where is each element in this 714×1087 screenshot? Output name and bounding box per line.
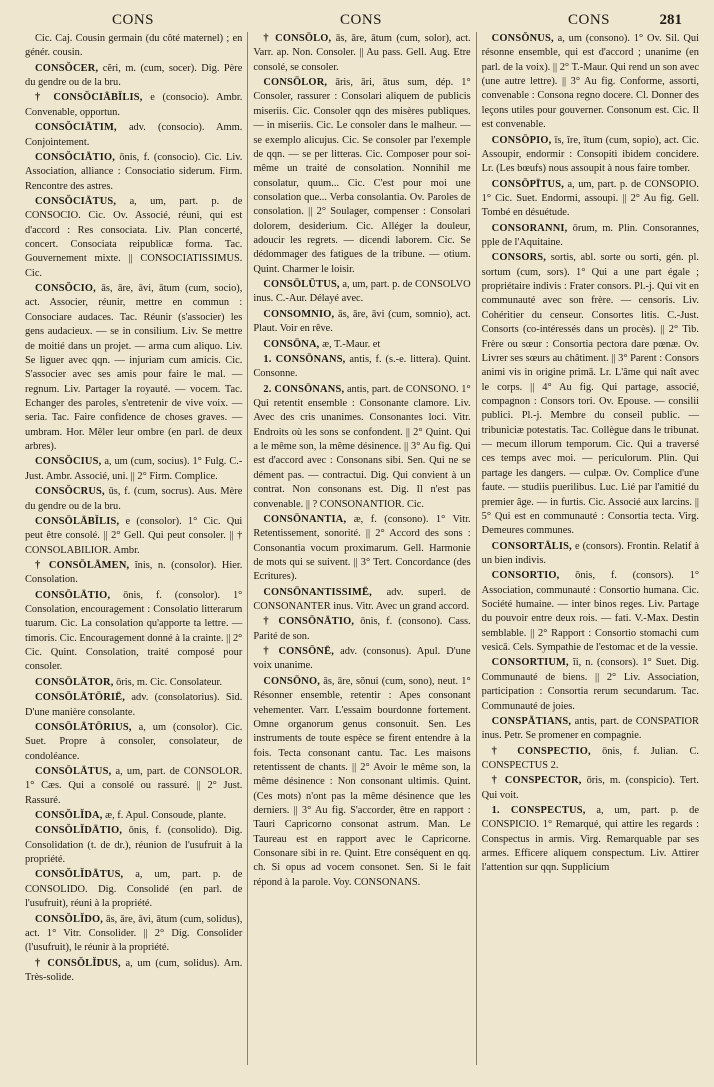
entry-definition: ūs, f. (cum, socrus). Aus. Mère du gendre ou de la bru.	[25, 486, 243, 512]
entry-headword: † CONSŎCIĀBĬLIS,	[35, 92, 143, 104]
dictionary-entry	[25, 485, 242, 514]
dictionary-entry	[482, 715, 699, 744]
entry-headword: CONSŌLĀTOR,	[35, 676, 114, 688]
dictionary-entry	[25, 589, 242, 675]
entry-headword: † CONSPECTOR,	[491, 775, 582, 787]
dictionary-entry	[25, 765, 242, 808]
dictionary-entry	[482, 774, 699, 803]
dictionary-entry	[25, 868, 242, 911]
dictionary-entry	[25, 62, 242, 91]
entry-headword: CONSŌLŪTUS,	[263, 279, 340, 291]
entry-headword: CONSŎCIĀTUS,	[35, 195, 117, 207]
entry-definition: ōris, m. (conspicio). Tert. Qui voit.	[481, 775, 699, 801]
dictionary-entry	[482, 656, 699, 713]
entry-definition: a, um (cum, solidus). Arn. Très-solide.	[25, 957, 243, 983]
dictionary-entry	[25, 721, 242, 764]
dictionary-entry	[482, 251, 699, 538]
header-left-guideword: CONS	[112, 12, 155, 28]
entry-definition: cĕri, m. (cum, socer). Dig. Père du gendre ou de la bru.	[25, 62, 243, 89]
entry-definition: a, um (cum, socius). 1° Fulg. C.-Just. Ambr. Associé, uni. || 2° Firm. Complice.	[25, 456, 243, 482]
dictionary-entry	[25, 32, 242, 61]
dictionary-entry	[482, 745, 699, 774]
entry-definition: a, um, part. p. de CONSOCIO. Cic. Ov. Associé, réuni, qui est d'accord : Res consociata. Liv. Plan concerté, concert. Consociata reipublicæ forma. Tac. Gouvernement mixte. || CONSOCIATISSIMUS. Cic.	[25, 195, 243, 279]
dictionary-entry	[25, 559, 242, 588]
dictionary-entry	[253, 338, 470, 352]
entry-definition: e (consors). Frontin. Relatif à un bien indivis.	[481, 540, 699, 566]
entry-headword: CONSORS,	[491, 252, 547, 264]
dictionary-entry	[25, 691, 242, 720]
column-right	[476, 32, 704, 1065]
dictionary-entry	[482, 32, 699, 133]
dictionary-entry	[25, 121, 242, 150]
dictionary-entry	[25, 282, 242, 454]
entry-definition: ōnis, f. (consolido). Dig. Consolidation (t. de dr.), réunion de l'usufruit à la propriété.	[25, 825, 243, 866]
entry-headword: 1. CONSPECTUS,	[491, 805, 586, 817]
entry-headword: CONSŌNA,	[263, 338, 320, 350]
dictionary-entry	[253, 278, 470, 307]
dictionary-entry	[253, 383, 470, 512]
entry-definition: antis, f. (s.-e. littera). Quint. Consonne.	[253, 353, 471, 380]
dictionary-entry	[253, 32, 470, 75]
entry-headword: CONSŌLĀBĬLIS,	[35, 515, 120, 527]
entry-definition: adv. (consonus). Apul. D'une voix unanime.	[253, 646, 471, 672]
column-left	[20, 32, 247, 1065]
entry-definition: a, um, part. p. de CONSOLIDO. Dig. Consolidé (en parl. de l'usufruit), réuni à la propriété.	[25, 869, 243, 910]
dictionary-entry	[253, 76, 470, 277]
entry-definition: adv. superl. de CONSONANTER inus. Vitr. Avec un grand accord.	[253, 586, 471, 613]
entry-definition: æ, T.-Maur. et	[322, 338, 381, 350]
entry-definition: a, um (consono). 1° Ov. Sil. Qui résonne ensemble, qui est d'accord ; unanime (en parl. de la voix). || 2° T.-Maur. Qui rend un son avec (une autre lettre). || 3° Au fig. Conforme, assorti, convenable : Consona regno docere. Cl. Donner des leçons utiles pour gouverner. Consonum est. Cic. Il est convenable.	[481, 33, 699, 131]
entry-headword: CONSŎCIUS,	[35, 456, 102, 468]
entry-headword: CONSŎCER,	[35, 62, 99, 74]
entry-headword: CONSORANNI,	[491, 222, 568, 234]
entry-headword: CONSŌPĪTUS,	[491, 178, 565, 190]
entry-definition: īs, īre, ītum (cum, sopio), act. Cic. Assoupir, endormir : Consopiti ibidem concidere. Lr. (Les bœufs) nous assoupit à nous faire tomber.	[481, 134, 699, 175]
dictionary-entry	[482, 134, 699, 177]
entry-definition: ĭnis, n. (consolor). Hier. Consolation.	[25, 559, 243, 586]
entry-definition: ās, āre, sŏnui (cum, sono), neut. 1° Résonner ensemble, retentir : Apes consonant vehementer. Varr. L'essaim bourdonne fortement. Omne organorum genus consonuit. Sen. Les instruments de toute espèce se firent entendre à la fois. Tecta consonant cantu. Tac. Les maisons retentissent de chants. || 2° Avoir le même son, la même désinence : Non consonant ultimis. Quint. (Ces mots) n'ont pas la même désinence que les derniers. || 3° Au fig. S'accorder, être en rapport : Tauri Capricorno consonat astrum. Man. Le Taureau est en rapport avec le Capricorne. Consonare sibi in re. Quint. Etre conséquent en qq. ch. Si opus ad vocem consonet. Sen. Si le fait répond à la parole. Voy. CONSONANS.	[253, 675, 471, 888]
entry-headword: CONSŎCIĀTIO,	[35, 151, 116, 163]
dictionary-entry	[25, 913, 242, 956]
entry-headword: † CONSŎLĬDUS,	[35, 957, 121, 969]
dictionary-entry	[253, 675, 470, 890]
entry-headword: CONSŌLĀTŌRIUS,	[35, 721, 132, 733]
dictionary-entry	[25, 676, 242, 690]
entry-headword: CONSŎCRUS,	[35, 486, 105, 498]
entry-headword: CONSPĀTIANS,	[491, 715, 572, 727]
dictionary-entry	[25, 957, 242, 986]
entry-headword: CONSŎCIĀTIM,	[35, 122, 117, 134]
entry-definition: antis, part. de CONSONO. 1° Qui retentit ensemble : Consonante clamore. Liv. Avec des cris unanimes. Consonantes loci. Vitr. Endroits où les sons se confondent. || 2° Quint. Qui a le même son, la même désinence. || 3° Au fig. Qui est d'accord avec : Consonans sibi. Sen. Qui ne se dément pas. — contractui. Dig. Qui convient à un contrat. Non consonans est. Dig. Il n'est pas convenable. || ? CONSONANTIOR. Cic.	[253, 383, 471, 510]
entry-definition: ōnis, f. (consors). 1° Association, communauté : Consortio humana. Cic. Société humaine. — inter binos reges. Liv. Partage du pouvoir entre deux rois. — fati. V.-Max. Destin semblable. || 2° Rapport : Consortio stomachi cum vesicā. Cels. Sympathie de l'estomac et de la vessie.	[481, 570, 699, 654]
header-right-guideword: CONS	[568, 12, 611, 28]
entry-headword: † CONSŌLO,	[263, 33, 332, 44]
entry-headword: CONSŎLĬDĀTUS,	[35, 869, 124, 881]
entry-headword: CONSŌNO,	[263, 675, 321, 687]
entry-definition: sortis, abl. sorte ou sorti, gén. pl. sortum (cum, sors). 1° Qui a une part égale ; propriétaire indivis : Frater consors. Pl.-j. Qui vit en communauté avec son frère. — censoris. Liv. Cohéritier du censeur. Consortes litis. C.-Just. Consorts (co-intéressés dans un procès). || 2° Tib. Frère ou sœur : Consortia pectora dare pœnæ. Ov. Livrer ses sœurs au châtiment. || 3° Parent : Consors animi vis in origine primā. Lr. L'âme qui naît avec le corps. || 4° Au fig. Qui partage, associé, compagnon : Consors tori. Ov. Epouse. — consilii publici. Pl.-j. Membre du conseil public. — tribuniciæ potestatis. Tac. Collègue dans le tribunat. — mecum illorum temporum. Cic. Qui a traversé ces temps avec moi. — periculorum. Plin. Qui partage les dangers. — culpæ. Ov. Complice d'une faute. — studiis puerilibus. Luc. Lié par l'amitié du premier âge. — in furtis. Cic. Associé aux larcins. || 5° Qui est en communauté : Consortia tecta. Virg. Demeures communes.	[481, 252, 699, 537]
dictionary-entry	[25, 455, 242, 484]
entry-definition: ās, āre, āvi (cum, somnio), act. Plaut. Voir en rêve.	[253, 308, 471, 335]
entry-definition: Cic. Caj. Cousin germain (du côté maternel) ; en génér. cousin.	[25, 33, 243, 59]
entry-definition: ōris, m. Cic. Consolateur.	[116, 676, 223, 688]
entry-definition: āris, āri, ātus sum, dép. 1° Consoler, rassurer : Consolari aliquem de publicis miseriis. Cic. Consoler qqn des misères publiques. — in miseriis. Cic. Le consoler dans le malheur. — se exemplo alicujus. Cic. Se consoler par l'exemple de qqn. — se per litteras. Cic. Composer pour soi-même un traité de consolation. Nonnihil me consolatur, quum... Cic. C'est pour moi une consolation que... Verba consolantia. Ov. Paroles de consolation. || 2° Soulager, compenser : Consolari dolorem, desiderium. Cic. Alléger la douleur, adoucir les regrets. — dicendi laborem. Cic. Se dédommager des fatigues de la tribune. — otium. Quint. Charmer le loisir.	[253, 77, 471, 275]
entry-headword: CONSŎCIO,	[35, 283, 96, 295]
running-header	[20, 8, 704, 34]
dictionary-entry	[25, 151, 242, 194]
dictionary-entry	[25, 809, 242, 823]
dictionary-entry	[253, 615, 470, 644]
entry-headword: CONSŎNUS,	[491, 33, 554, 44]
header-center-guideword: CONS	[340, 12, 383, 28]
entry-definition: a, um, part. p. de CONSPICIO. 1° Remarqué, qui attire les regards : Conspectus in armis. Virg. Remarquable par ses armes. Efficere aliquem conspectum. Liv. Attirer l'attention sur qqn. Supplicium	[481, 805, 699, 874]
entry-definition: a, um, part. p. de CONSOLVO inus. C.-Aur. Délayé avec.	[253, 279, 471, 305]
entry-headword: CONSORTIUM,	[491, 657, 569, 669]
entry-definition: ās, āre, ātum (cum, solor), act. Varr. ap. Non. Consoler. || Au pass. Gell. Aug. Etre consolé, se consoler.	[253, 33, 471, 73]
entry-definition: antis, part. de CONSPATIOR inus. Petr. Se promener en compagnie.	[481, 715, 699, 742]
entry-definition: æ, f. Apul. Consoude, plante.	[105, 810, 227, 822]
entry-headword: CONSŌNANTIA,	[263, 513, 347, 525]
entry-definition: ōnis, f. (consocio). Cic. Liv. Association, alliance : Consociatio siderum. Firm. Rencontre des astres.	[25, 151, 243, 192]
entry-headword: CONSŎLĬDA,	[35, 810, 103, 822]
dictionary-entry	[482, 178, 699, 221]
entry-definition: a, um, part. p. de CONSOPIO. 1° Cic. Suet. Endormi, assoupi. || 2° Au fig. Gell. Tombé en désuétude.	[481, 178, 699, 219]
entry-definition: adv. (consocio). Amm. Conjointement.	[25, 122, 243, 148]
dictionary-entry	[25, 91, 242, 120]
entry-headword: CONSOMNIO,	[263, 308, 335, 320]
entry-definition: ōnis, f. (consono). Cass. Parité de son.	[253, 616, 471, 642]
entry-definition: e (consolor). 1° Cic. Qui peut être consolé. || 2° Gell. Qui peut consoler. || † CONSOLABILIOR. Ambr.	[25, 515, 243, 556]
entry-headword: CONSŎLĬDĀTIO,	[35, 825, 123, 837]
dictionary-entry	[253, 353, 470, 382]
entry-headword: † CONSŌNĒ,	[263, 646, 335, 658]
dictionary-entry	[482, 569, 699, 655]
dictionary-entry	[482, 804, 699, 876]
dictionary-entry	[253, 513, 470, 585]
dictionary-entry	[25, 824, 242, 867]
entry-definition: ĭi, n. (consors). 1° Suet. Dig. Communauté de biens. || 2° Liv. Association, participation : Consortia rerum secundarum. Tac. Communauté de joies.	[481, 657, 699, 712]
entry-headword: † CONSŌLĀMEN,	[35, 559, 130, 571]
entry-definition: ās, āre, āvi, ātum (cum, solidus), act. 1° Vitr. Consolider. || 2° Dig. Consolider (l'usufruit), le réunir à la propriété.	[25, 913, 243, 954]
entry-definition: adv. (consolatorius). Sid. D'une manière consolante.	[25, 692, 243, 718]
dictionary-entry	[25, 515, 242, 558]
entry-definition: a, um (consolor). Cic. Suet. Propre à consoler, consolateur, de condoléance.	[25, 721, 243, 762]
entry-definition: ōnis, f. Julian. C. CONSPECTUS 2.	[481, 745, 699, 771]
entry-headword: 1. CONSŌNANS,	[263, 353, 346, 365]
entry-headword: CONSŌLĀTŌRIĒ,	[35, 692, 126, 704]
entry-headword: CONSŌPIO,	[491, 134, 552, 146]
entry-definition: ās, āre, āvi, ātum (cum, socio), act. Associer, réunir, mettre en commun : Consociare audaces. Tac. Réunir (s'associer) les gens audacieux. — se in consilium. Liv. Se mettre de moitié dans un projet. — arma cum aliquo. Liv. Se liguer avec qqn. — injuriam cum amicis. Cic. S'associer avec ses amis pour faire le mal. — regnum. Liv. Partager la royauté. — vocem. Tac. Echanger des paroles, s'entretenir de vive voix. — seria. Tac. Faire confidence de choses graves. — umbram. Hor. Mêler leur ombre (en parl. de deux arbres).	[25, 283, 243, 453]
columns	[20, 32, 704, 1065]
dictionary-entry	[253, 586, 470, 615]
dictionary-entry	[253, 645, 470, 674]
entry-headword: CONSŌNANTISSIMĒ,	[263, 586, 372, 598]
entry-headword: 2. CONSŌNANS,	[263, 383, 345, 395]
column-middle	[247, 32, 475, 1065]
entry-definition: a, um, part. de CONSOLOR. 1° Cæs. Qui a consolé ou rassuré. || 2° Just. Rassuré.	[25, 765, 243, 806]
entry-headword: CONSORTĀLIS,	[491, 540, 572, 552]
entry-headword: † CONSŌNĀTIO,	[263, 616, 355, 628]
entry-headword: † CONSPECTIO,	[491, 745, 591, 757]
entry-headword: CONSŌLĀTIO,	[35, 589, 111, 601]
entry-definition: æ, f. (consono). 1° Vitr. Retentissement, sonorité. || 2° Accord des sons : Consonantia vocum proximarum. Gell. Harmonie de mots qui se suivent. || 3° Tert. Concordance (des Ecritures).	[253, 513, 471, 583]
entry-headword: CONSŎLĬDO,	[35, 913, 104, 925]
entry-headword: CONSORTIO,	[491, 570, 560, 582]
entry-definition: ōnis, f. (consolor). 1° Consolation, encouragement : Consolatio litterarum tuarum. Cic. La consolation qu'apporte ta lettre. — timoris. Cic. Encouragement donné à la crainte. || 2° Cic. Quint. Consolation, traité composé pour consoler.	[25, 589, 243, 673]
dictionary-entry	[482, 222, 699, 251]
entry-headword: CONSŌLĀTUS,	[35, 765, 112, 777]
dictionary-entry	[253, 308, 470, 337]
dictionary-entry	[482, 540, 699, 569]
entry-headword: CONSŌLOR,	[263, 77, 328, 89]
dictionary-entry	[25, 195, 242, 281]
entry-definition: ōrum, m. Plin. Consorannes, pple de l'Aquitaine.	[481, 222, 699, 249]
entry-definition: e (consocio). Ambr. Convenable, opportun.	[25, 92, 243, 118]
page-number: 281	[659, 12, 682, 28]
